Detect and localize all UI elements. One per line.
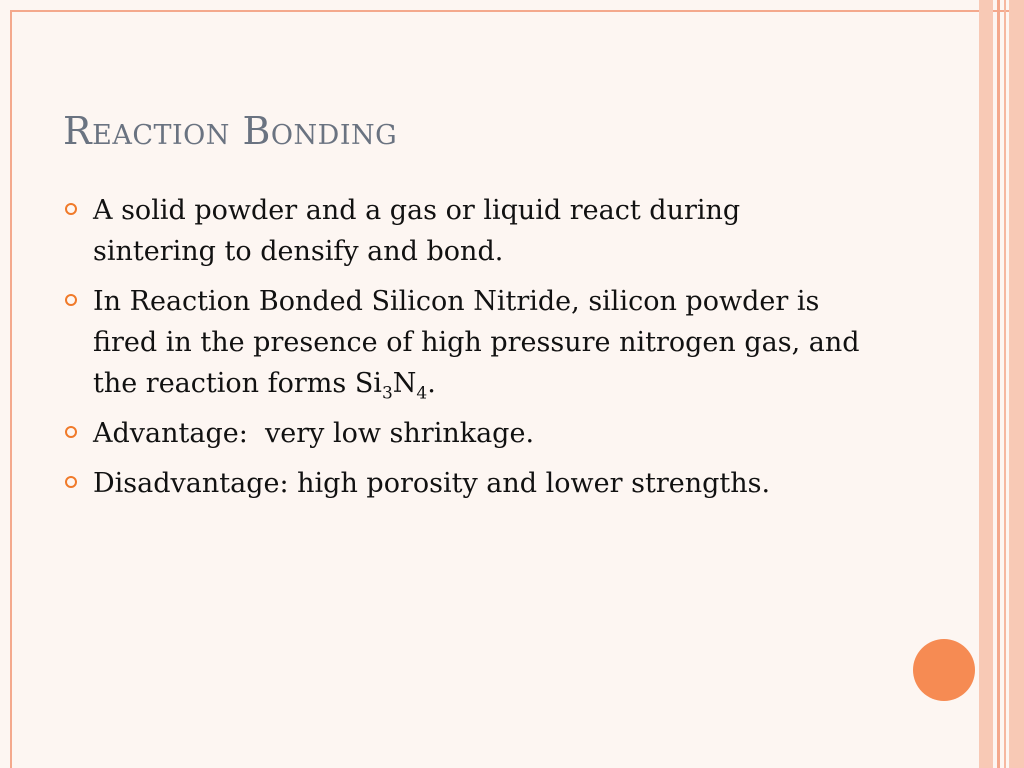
bullet-text: A solid powder and a gas or liquid react during sintering to densify and bond. <box>93 195 741 267</box>
bullet-ring-icon <box>65 476 77 488</box>
bullet-item <box>64 413 864 454</box>
slide-title: Reaction Bonding <box>63 109 398 153</box>
right-stripe-band <box>1009 0 1024 768</box>
bullet-text: Disadvantage: high porosity and lower strengths. <box>93 468 771 499</box>
bullet-text: In Reaction Bonded Silicon Nitride, silicon powder is fired in the presence of high pressure nitrogen gas, and the reaction forms Si <box>93 286 860 399</box>
right-stripe-line <box>1004 0 1006 768</box>
bullet-item <box>64 281 864 404</box>
bullet-text: Advantage: very low shrinkage. <box>93 418 535 449</box>
bullet-item <box>64 463 864 504</box>
subscript-4: 4 <box>416 383 428 404</box>
bullet-text-period: . <box>427 368 436 399</box>
right-stripe-line <box>997 0 1000 768</box>
subscript-3: 3 <box>381 383 393 404</box>
bullet-ring-icon <box>65 294 77 306</box>
bullet-item <box>64 190 864 272</box>
bullet-ring-icon <box>65 426 77 438</box>
right-stripe-band <box>979 0 993 768</box>
bullet-text-n: N <box>392 368 417 399</box>
decorative-circle <box>913 639 975 701</box>
bullet-ring-icon <box>65 203 77 215</box>
bullet-list <box>64 190 864 513</box>
